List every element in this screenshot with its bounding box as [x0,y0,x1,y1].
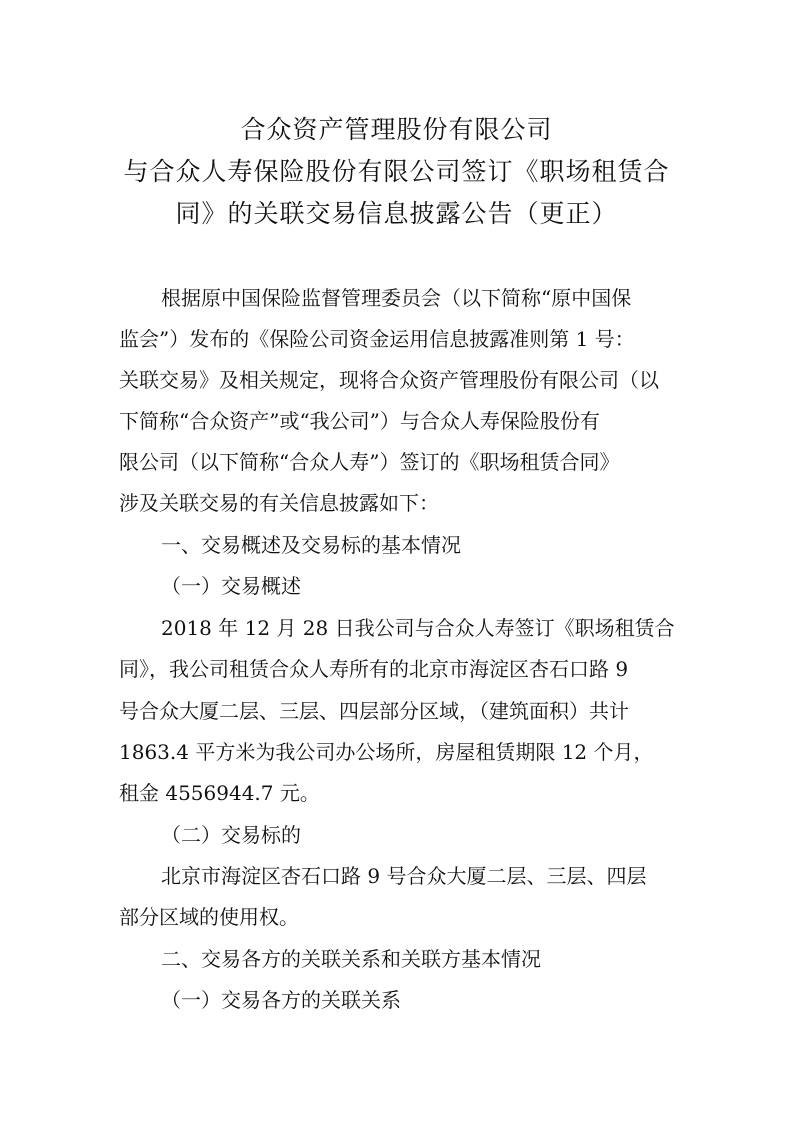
section-heading: 一、交易概述及交易标的基本情况 [161,533,461,557]
paragraph-line: 监会”）发布的《保险公司资金运用信息披露准则第 1 号： [119,327,635,351]
paragraph-line: 根据原中国保险监督管理委员会（以下简称“原中国保 [161,286,632,310]
paragraph-line: 号合众大厦二层、三层、四层部分区域，（建筑面积）共计 [119,699,629,723]
paragraph-line: 同》，我公司租赁合众人寿所有的北京市海淀区杏石口路 9 [119,657,629,681]
paragraph-line: 租金 4556944.7 元。 [119,781,320,805]
title-line: 与合众人寿保险股份有限公司签订《职场租赁合 [123,157,670,186]
subsection-heading: （二）交易标的 [161,823,301,847]
paragraph-line: 下简称“合众资产”或“我公司”）与合众人寿保险股份有 [119,409,600,433]
subsection-heading: （一）交易各方的关联关系 [161,988,401,1012]
paragraph-line: 关联交易》及相关规定，现将合众资产管理股份有限公司（以 [119,368,659,392]
paragraph-line: 1863.4 平方米为我公司办公场所，房屋租赁期限 12 个月， [119,740,654,764]
subsection-heading: （一）交易概述 [161,574,301,598]
document-title [100,110,693,236]
paragraph-line: 北京市海淀区杏石口路 9 号合众大厦二层、三层、四层 [161,864,647,888]
paragraph-line: 涉及关联交易的有关信息披露如下： [119,491,439,515]
section-heading: 二、交易各方的关联关系和关联方基本情况 [161,947,541,971]
title-line: 同》的关联交易信息披露公告（更正） [175,199,618,228]
paragraph-line: 限公司（以下简称“合众人寿”）签订的《职场租赁合同》 [119,450,620,474]
paragraph-line: 部分区域的使用权。 [119,905,299,929]
paragraph-line: 2018 年 12 月 28 日我公司与合众人寿签订《职场租赁合 [161,616,675,640]
title-line: 合众资产管理股份有限公司 [240,115,553,144]
